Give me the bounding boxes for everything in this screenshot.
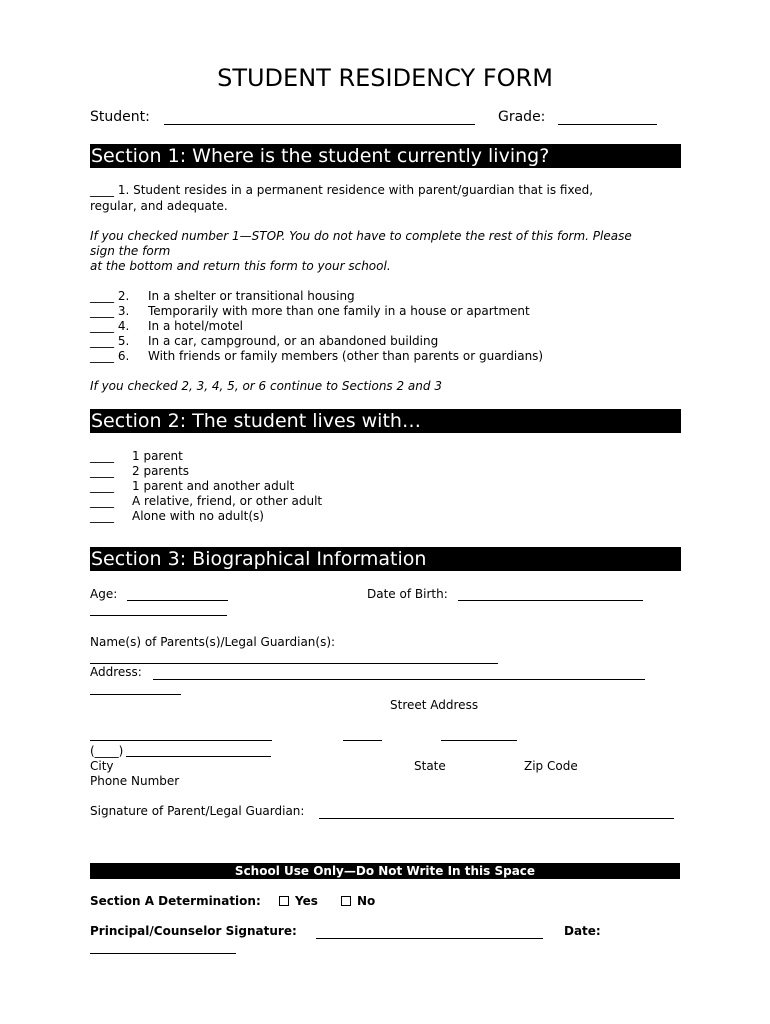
- zip-code-label: Zip Code: [524, 759, 578, 773]
- option-text: Alone with no adult(s): [132, 509, 264, 523]
- address-field[interactable]: [153, 679, 645, 680]
- city-label: City: [90, 759, 114, 773]
- age-field[interactable]: [127, 600, 228, 601]
- zip-field[interactable]: [441, 740, 517, 741]
- parents-field[interactable]: [90, 663, 498, 664]
- no-option[interactable]: [341, 894, 375, 908]
- dob-label: Date of Birth:: [367, 587, 448, 601]
- option-blank[interactable]: ____: [90, 464, 114, 478]
- option-blank[interactable]: ____ 2.: [90, 289, 130, 303]
- option-text: 1 parent and another adult: [132, 479, 295, 493]
- street-address-label: Street Address: [390, 698, 479, 712]
- yes-label: Yes: [295, 894, 318, 908]
- option-blank[interactable]: ____: [90, 479, 114, 493]
- option-text: With friends or family members (other than parents or guardians): [148, 349, 544, 363]
- parents-label: Name(s) of Parents(s)/Legal Guardian(s):: [90, 635, 336, 649]
- phone-area-code: (____): [90, 744, 124, 758]
- option-text: In a hotel/motel: [148, 319, 243, 333]
- stop-note-line3: at the bottom and return this form to your school.: [90, 259, 391, 273]
- option-blank[interactable]: ____: [90, 449, 114, 463]
- dob-field-continued[interactable]: [90, 615, 227, 616]
- form-title: STUDENT RESIDENCY FORM: [217, 64, 553, 92]
- option-blank[interactable]: ____: [90, 509, 114, 523]
- stop-note-line2: sign the form: [90, 244, 171, 258]
- yes-option[interactable]: [279, 894, 318, 908]
- student-label: Student:: [90, 109, 150, 125]
- section1-item1-line1: ____ 1. Student resides in a permanent residence with parent/guardian that is fixed,: [90, 183, 594, 197]
- option-text: 1 parent: [132, 449, 183, 463]
- option-blank[interactable]: ____ 4.: [90, 319, 130, 333]
- date-label: Date:: [564, 924, 601, 938]
- state-field[interactable]: [343, 740, 382, 741]
- grade-field[interactable]: [558, 124, 657, 125]
- school-use-heading: School Use Only—Do Not Write In this Space: [90, 863, 680, 879]
- stop-note-line1: If you checked number 1—STOP. You do not have to complete the rest of this form. Please: [90, 229, 632, 243]
- state-label: State: [414, 759, 446, 773]
- principal-signature-field[interactable]: [316, 938, 543, 939]
- section1-heading: Section 1: Where is the student currently living?: [90, 144, 681, 168]
- yes-checkbox[interactable]: [279, 896, 289, 906]
- dob-field[interactable]: [458, 600, 643, 601]
- signature-field[interactable]: [319, 818, 674, 819]
- section2-heading: Section 2: The student lives with…: [90, 409, 681, 433]
- option-blank[interactable]: ____ 6.: [90, 349, 130, 363]
- age-label: Age:: [90, 587, 118, 601]
- grade-label: Grade:: [498, 109, 546, 125]
- section1-item1-line2: regular, and adequate.: [90, 199, 228, 213]
- option-text: In a car, campground, or an abandoned building: [148, 334, 439, 348]
- address-field-continued[interactable]: [90, 694, 181, 695]
- phone-field[interactable]: [126, 756, 271, 757]
- option-blank[interactable]: ____ 5.: [90, 334, 130, 348]
- option-text: In a shelter or transitional housing: [148, 289, 355, 303]
- address-label: Address:: [90, 665, 142, 679]
- no-label: No: [357, 894, 376, 908]
- student-name-field[interactable]: [164, 124, 475, 125]
- no-checkbox[interactable]: [341, 896, 351, 906]
- date-field[interactable]: [90, 953, 236, 954]
- option-text: A relative, friend, or other adult: [132, 494, 323, 508]
- section3-heading: Section 3: Biographical Information: [90, 547, 681, 571]
- option-text: 2 parents: [132, 464, 190, 478]
- continue-note: If you checked 2, 3, 4, 5, or 6 continue to Sections 2 and 3: [90, 379, 442, 393]
- option-blank[interactable]: ____: [90, 494, 114, 508]
- option-text: Temporarily with more than one family in a house or apartment: [148, 304, 530, 318]
- phone-number-label: Phone Number: [90, 774, 180, 788]
- city-field[interactable]: [90, 740, 272, 741]
- principal-signature-label: Principal/Counselor Signature:: [90, 924, 297, 938]
- option-blank[interactable]: ____ 3.: [90, 304, 130, 318]
- determination-label: Section A Determination:: [90, 894, 261, 908]
- signature-label: Signature of Parent/Legal Guardian:: [90, 804, 305, 818]
